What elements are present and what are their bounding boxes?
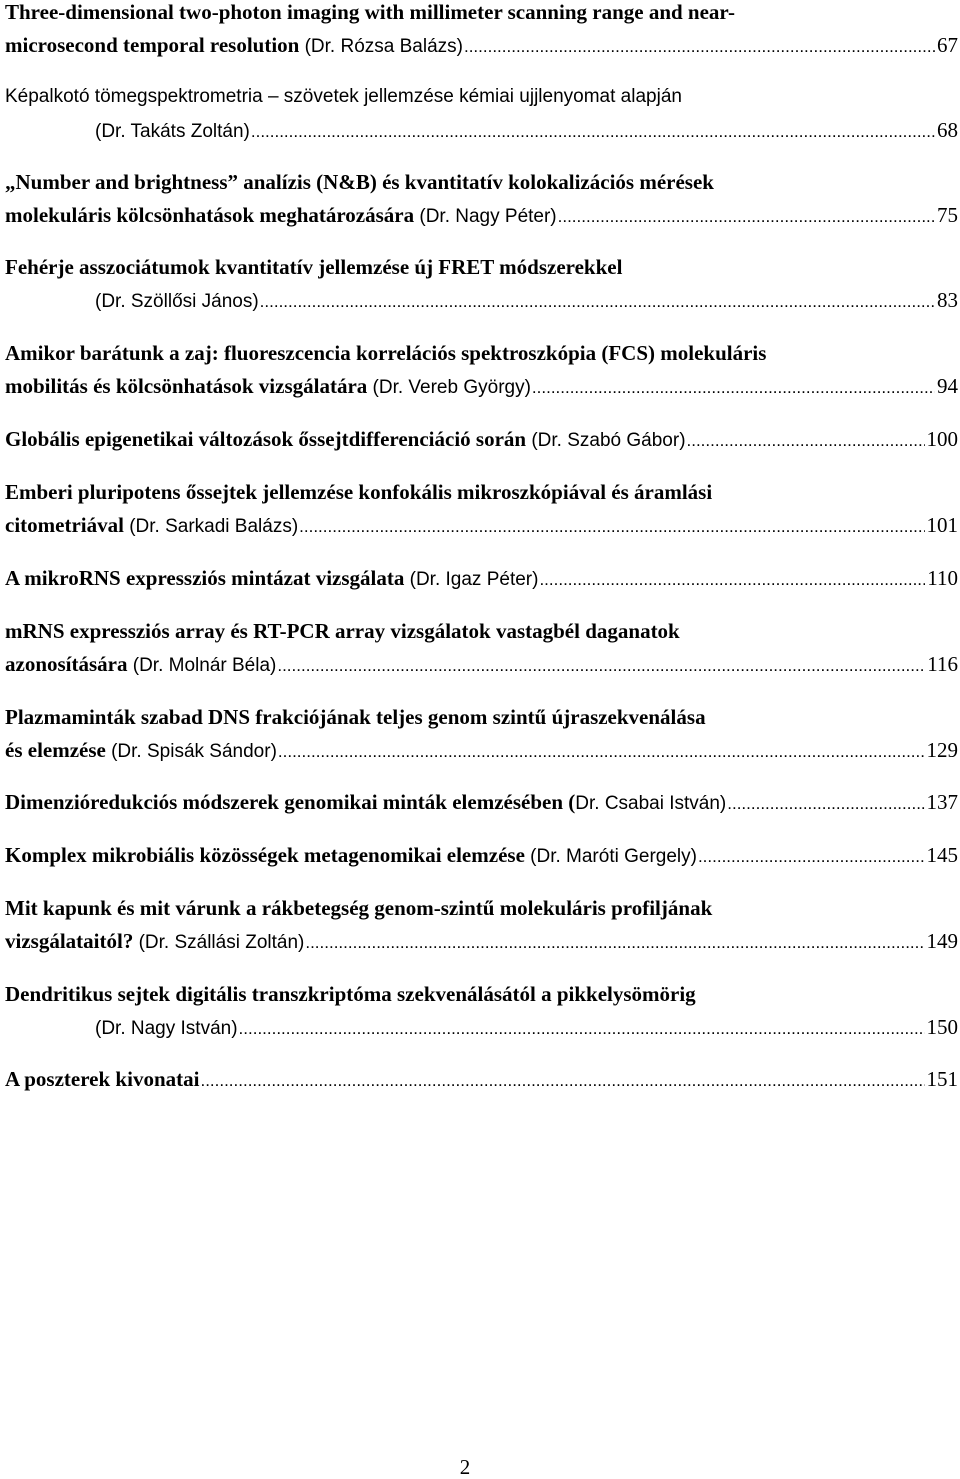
toc-entry-page: 101 [926, 513, 958, 537]
dot-leader [278, 740, 925, 764]
toc-entry [5, 341, 958, 398]
toc-entry-title: Amikor barátunk a zaj: fluoreszcencia korrelációs spektroszkópia (FCS) molekuláris [5, 341, 767, 365]
toc-entry-author: (Dr. Szabó Gábor) [531, 430, 686, 451]
dot-leader [558, 205, 935, 229]
toc-entry-page: 145 [926, 843, 958, 867]
toc-entry-page: 94 [937, 374, 958, 398]
toc-entry [5, 255, 958, 312]
toc-entry [5, 843, 958, 867]
toc-entry-author: (Dr. Igaz Péter) [409, 569, 539, 590]
toc-entry-page: 151 [926, 1067, 958, 1091]
toc-entry-author: (Dr. Rózsa Balázs) [304, 36, 463, 57]
toc-entry-author: (Dr. Takáts Zoltán) [95, 121, 250, 142]
toc-entry-page: 67 [937, 33, 958, 57]
toc-entry-title-continued: microsecond temporal resolution [5, 33, 300, 57]
dot-leader [251, 120, 935, 144]
toc-entry-title: Képalkotó tömegspektrometria – szövetek jellemzése kémiai ujjlenyomat alapján [5, 86, 682, 107]
toc-entry [5, 790, 958, 814]
toc-entry-title: A poszterek kivonatai [5, 1067, 200, 1091]
dot-leader [277, 654, 925, 678]
toc-entry-author: (Dr. Maróti Gergely) [530, 846, 697, 867]
dot-leader [260, 290, 935, 314]
toc-entry-title: mRNS expressziós array és RT-PCR array vizsgálatok vastagbél daganatok [5, 619, 680, 643]
toc-entry-title: Mit kapunk és mit várunk a rákbetegség genom-szintű molekuláris profiljának [5, 896, 713, 920]
toc-entry-author: (Dr. Szöllősi János) [95, 291, 259, 312]
toc-entry [5, 1067, 958, 1091]
toc-entry-title-continued: mobilitás és kölcsönhatások vizsgálatára [5, 374, 368, 398]
toc-entry-author: (Dr. Sarkadi Balázs) [129, 516, 299, 537]
toc-entry [5, 427, 958, 451]
dot-leader [239, 1017, 925, 1041]
toc-entry-title-continued: citometriával [5, 513, 124, 537]
dot-leader [305, 931, 924, 955]
toc-entry-page: 75 [937, 203, 958, 227]
dot-leader [698, 845, 925, 869]
toc-entry [5, 896, 958, 953]
toc-entry-title: Globális epigenetikai változások őssejtdifferenciáció során [5, 427, 527, 451]
toc-entry-author: Dr. Csabai István) [575, 793, 727, 814]
toc-entry-author: (Dr. Nagy István) [95, 1018, 238, 1039]
toc-entry-title-continued: és elemzése [5, 738, 106, 762]
toc-entry-page: 149 [926, 929, 958, 953]
toc-entry-author: (Dr. Vereb György) [372, 377, 531, 398]
page-number: 2 [459, 1455, 471, 1479]
toc-entry-page: 83 [937, 288, 958, 312]
toc-entry [5, 566, 958, 590]
toc-entry-page: 137 [926, 790, 958, 814]
toc-entry [5, 619, 958, 676]
toc-entry-title: „Number and brightness” analízis (N&B) és kvantitatív kolokalizációs mérések [5, 170, 714, 194]
toc-entry-author: (Dr. Szállási Zoltán) [138, 932, 305, 953]
toc-entry-title: Plazmaminták szabad DNS frakciójának teljes genom szintű újraszekvenálása [5, 705, 706, 729]
toc-entry-title: A mikroRNS expressziós mintázat vizsgálata [5, 566, 405, 590]
dot-leader [687, 429, 925, 453]
dot-leader [532, 376, 935, 400]
toc-entry-page: 129 [926, 738, 958, 762]
toc-entry-page: 110 [927, 566, 958, 590]
toc-entry-title: Dimenzióredukciós módszerek genomikai minták elemzésében ( [5, 790, 576, 814]
toc-entry [5, 705, 958, 762]
toc-entry [5, 85, 958, 142]
toc-entry-page: 100 [926, 427, 958, 451]
toc-entry-title-continued: vizsgálataitól? [5, 929, 134, 953]
dot-leader [200, 1069, 924, 1093]
dot-leader [539, 568, 925, 592]
toc-entry-title: Komplex mikrobiális közösségek metagenomikai elemzése [5, 843, 525, 867]
toc-entry-page: 116 [927, 652, 958, 676]
toc-entry-page: 68 [937, 118, 958, 142]
toc-entry [5, 170, 958, 227]
toc-entry-page: 150 [926, 1015, 958, 1039]
toc-entry-author: (Dr. Nagy Péter) [419, 206, 557, 227]
toc-entry-title-continued: azonosítására [5, 652, 128, 676]
toc-entry-title: Fehérje asszociátumok kvantitatív jellemzése új FRET módszerekkel [5, 255, 623, 279]
toc-entry-author: (Dr. Spisák Sándor) [111, 741, 277, 762]
toc-entry [5, 0, 958, 57]
dot-leader [727, 792, 924, 816]
toc-entry-title-continued: molekuláris kölcsönhatások meghatározására [5, 203, 415, 227]
dot-leader [464, 35, 935, 59]
toc-entry [5, 480, 958, 537]
toc-entry-title: Emberi pluripotens őssejtek jellemzése konfokális mikroszkópiával és áramlási [5, 480, 713, 504]
toc-entry-title: Dendritikus sejtek digitális transzkriptóma szekvenálásától a pikkelysömörig [5, 982, 696, 1006]
toc-entry [5, 982, 958, 1039]
toc-entry-title: Three-dimensional two-photon imaging with millimeter scanning range and near- [5, 0, 735, 24]
toc-entry-author: (Dr. Molnár Béla) [132, 655, 277, 676]
dot-leader [299, 515, 924, 539]
